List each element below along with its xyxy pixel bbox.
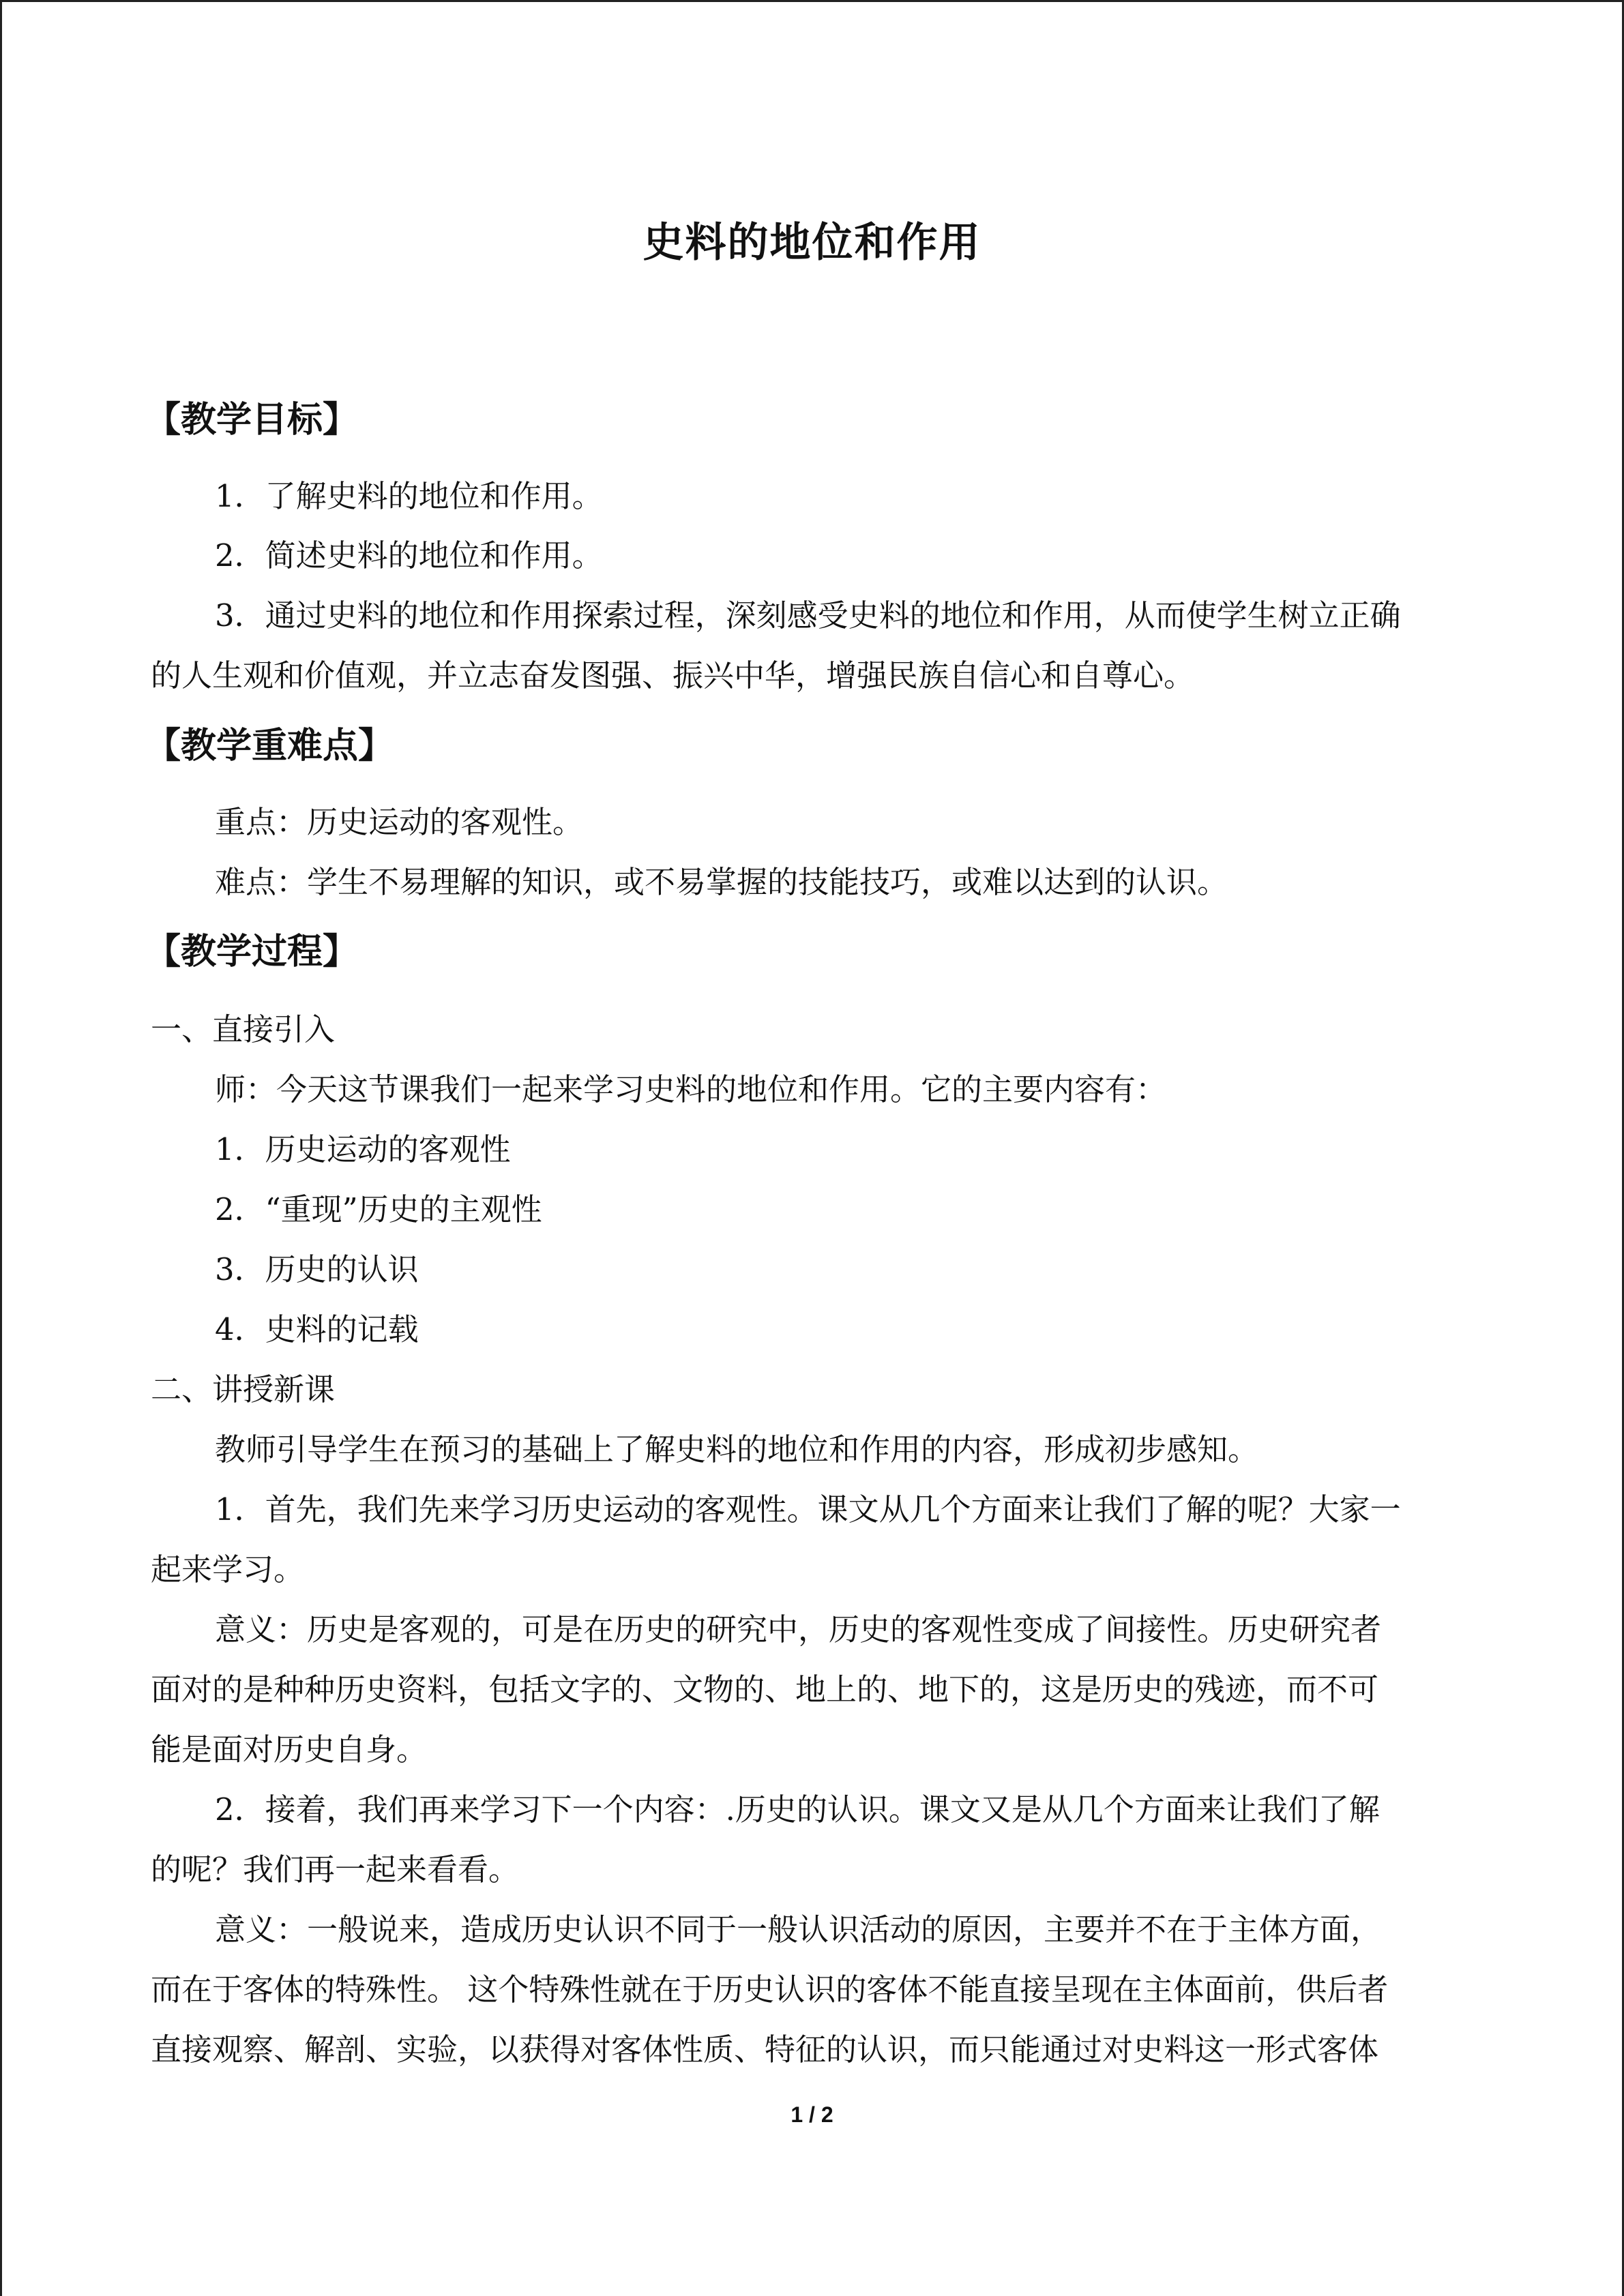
section-heading-key-points: 【教学重难点】 xyxy=(145,726,394,766)
paragraph-line: 面对的是种种历史资料，包括文字的、文物的、地上的、地下的，这是历史的残迹，而不可 xyxy=(151,1671,1379,1708)
page-number: 1 / 2 xyxy=(791,2102,833,2127)
paragraph-line: 1．首先，我们先来学习历史运动的客观性。课文从几个方面来让我们了解的呢？大家一 xyxy=(215,1491,1401,1527)
paragraph-line: 的呢？我们再一起来看看。 xyxy=(151,1851,520,1888)
paragraph-line: 教师引导学生在预习的基础上了解史料的地位和作用的内容，形成初步感知。 xyxy=(215,1431,1259,1467)
paragraph-line: 起来学习。 xyxy=(151,1551,305,1587)
paragraph-line: 2．接着，我们再来学习下一个内容：.历史的认识。课文又是从几个方面来让我们了解 xyxy=(215,1791,1380,1828)
paragraph-line: 难点：学生不易理解的知识，或不易掌握的技能技巧，或难以达到的认识。 xyxy=(215,864,1228,900)
paragraph-line: 能是面对历史自身。 xyxy=(151,1731,428,1768)
paragraph-line: 4．史料的记载 xyxy=(215,1311,419,1347)
paragraph-line: 的人生观和价值观，并立志奋发图强、振兴中华，增强民族自信心和自尊心。 xyxy=(151,657,1195,694)
section-heading-objectives: 【教学目标】 xyxy=(145,400,359,441)
paragraph-line: 3．通过史料的地位和作用探索过程，深刻感受史料的地位和作用，从而使学生树立正确 xyxy=(215,597,1401,633)
paragraph-line: 1．历史运动的客观性 xyxy=(215,1131,511,1167)
paragraph-line: 意义：历史是客观的，可是在历史的研究中，历史的客观性变成了间接性。历史研究者 xyxy=(215,1611,1382,1648)
section-heading-process: 【教学过程】 xyxy=(145,931,359,972)
paragraph-line: 3．历史的认识 xyxy=(215,1251,419,1287)
paragraph-line: 一、直接引入 xyxy=(151,1011,336,1047)
paragraph-line: 1．了解史料的地位和作用。 xyxy=(215,478,603,514)
paragraph-line: 而在于客体的特殊性。 这个特殊性就在于历史认识的客体不能直接呈现在主体面前，供后者 xyxy=(151,1971,1389,2008)
paragraph-line: 重点：历史运动的客观性。 xyxy=(215,804,584,840)
paragraph-line: 2．“重现”历史的主观性 xyxy=(215,1191,542,1227)
paragraph-line: 师：今天这节课我们一起来学习史料的地位和作用。它的主要内容有： xyxy=(215,1071,1167,1107)
page-title: 史料的地位和作用 xyxy=(643,219,981,267)
paragraph-line: 二、讲授新课 xyxy=(151,1371,336,1407)
paragraph-line: 意义：一般说来，造成历史认识不同于一般认识活动的原因，主要并不在于主体方面， xyxy=(215,1911,1382,1948)
paragraph-line: 2．简述史料的地位和作用。 xyxy=(215,537,603,573)
paragraph-line: 直接观察、解剖、实验，以获得对客体性质、特征的认识，而只能通过对史料这一形式客体 xyxy=(151,2031,1379,2068)
